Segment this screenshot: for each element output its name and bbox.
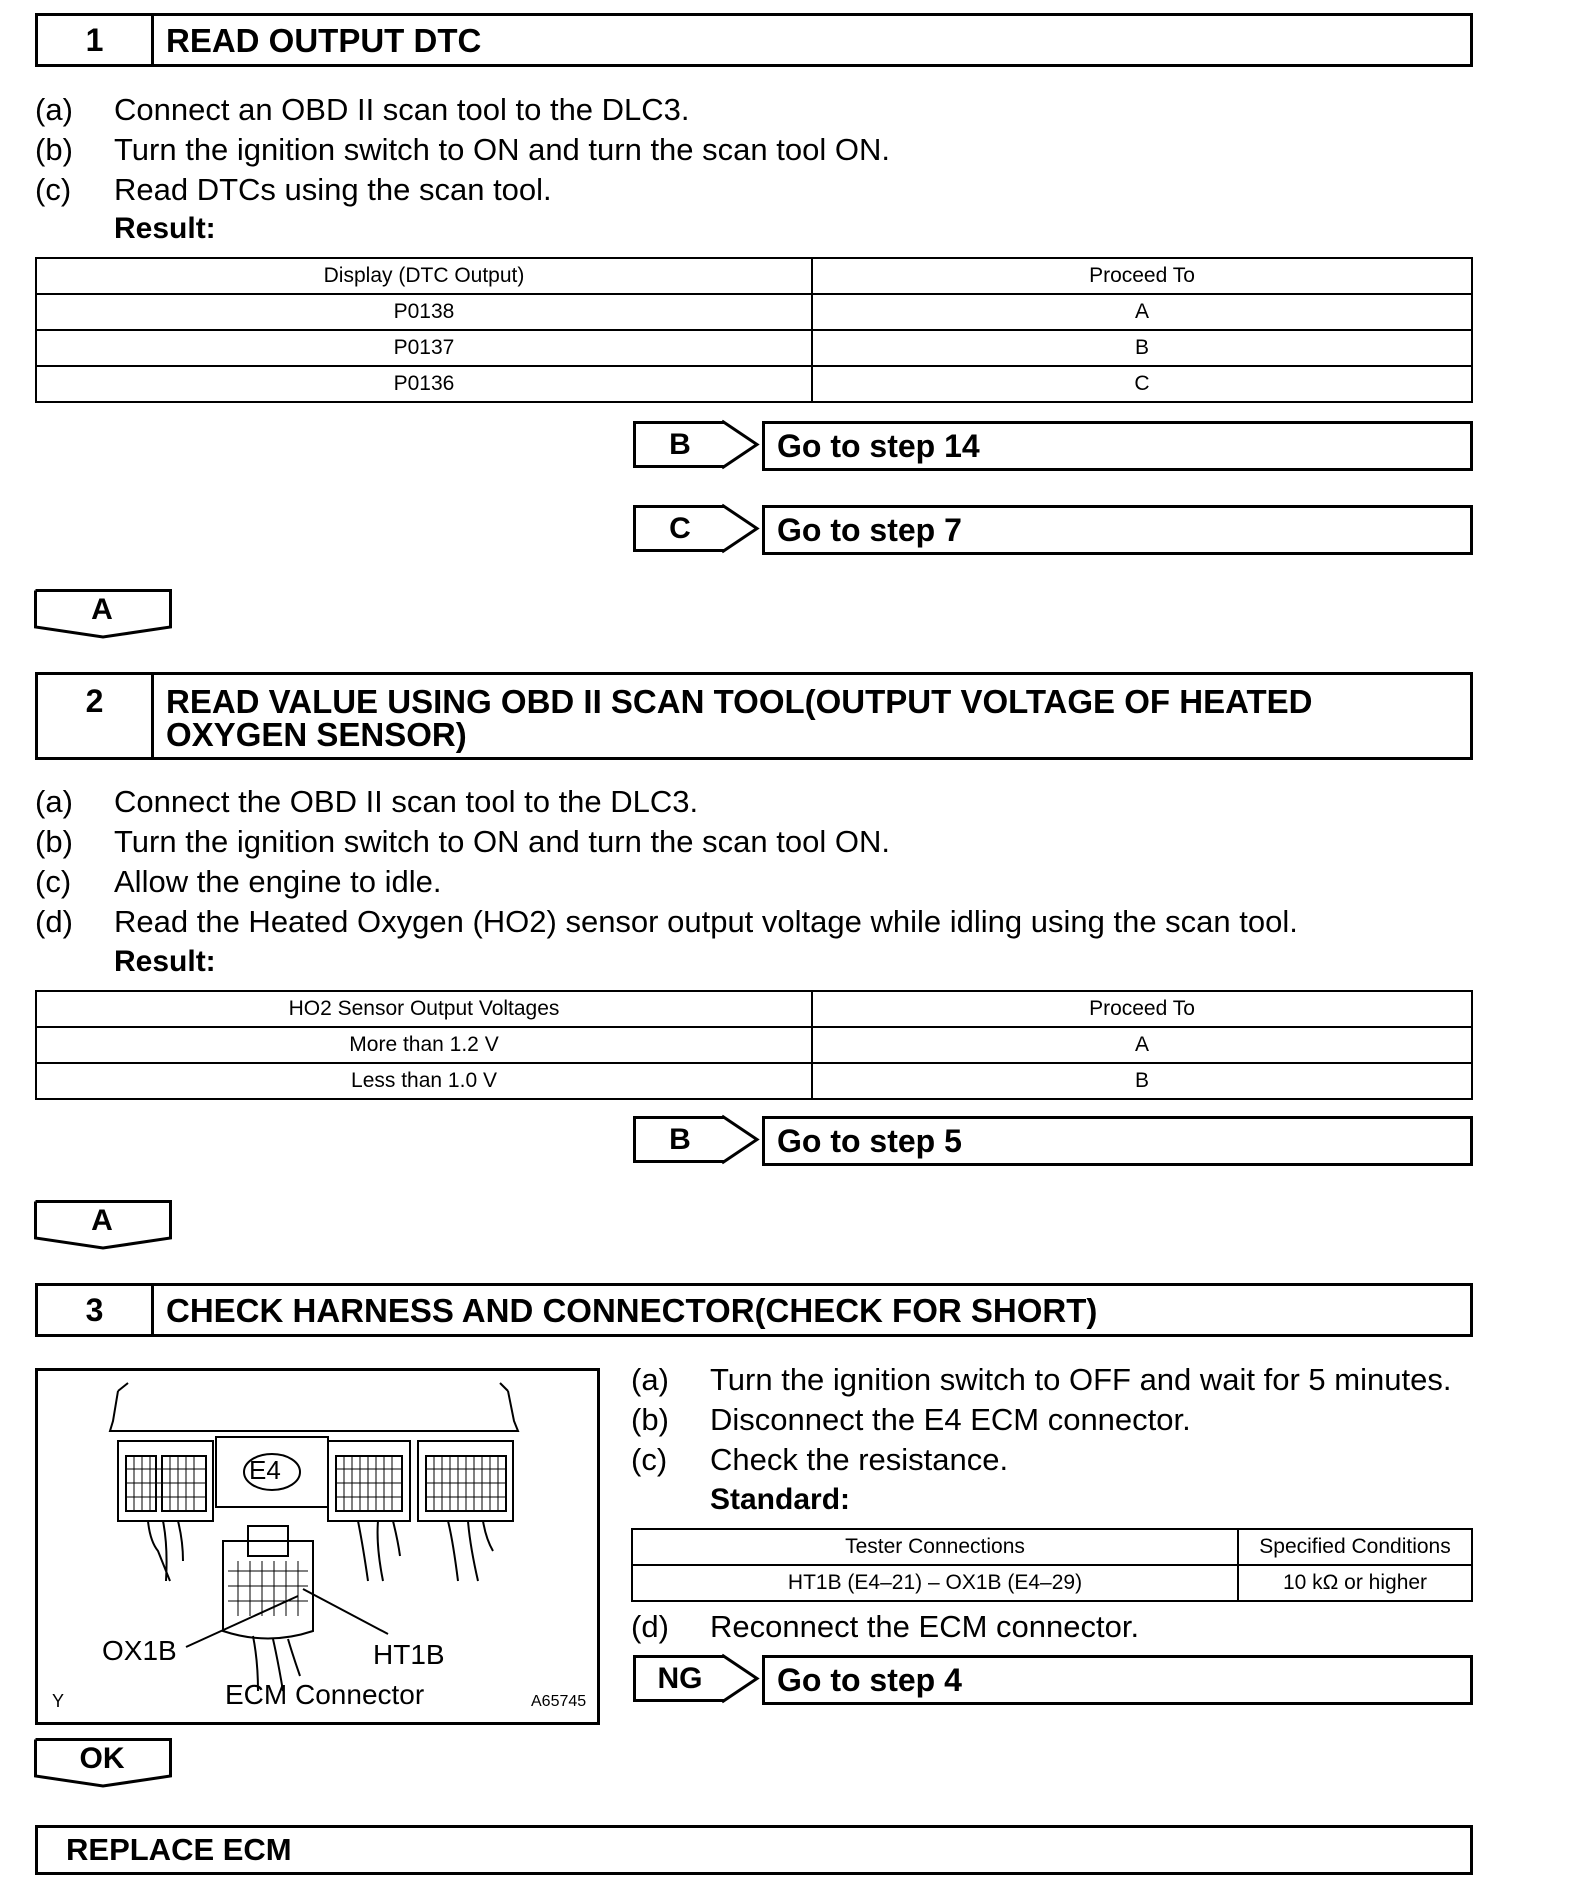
step-2-header — [35, 672, 1473, 760]
result-table — [35, 990, 1473, 1100]
item-text: Turn the ignition switch to ON and turn the scan tool ON. — [114, 132, 890, 167]
goto-step-link[interactable]: Go to step 14 — [762, 421, 1473, 471]
table-header-row — [36, 991, 1472, 1027]
table-cell: A — [812, 1027, 1472, 1063]
branch-arrow-icon — [721, 1653, 761, 1704]
table-cell: P0136 — [36, 366, 812, 402]
step-number: 3 — [38, 1286, 154, 1334]
step-1-header — [35, 13, 1473, 67]
figure-corner-letter: Y — [52, 1691, 65, 1711]
header-cell: Specified Conditions — [1238, 1529, 1472, 1565]
connector-id-label: E4 — [249, 1455, 281, 1485]
item-text: Reconnect the ECM connector. — [710, 1609, 1140, 1644]
item-text: Read DTCs using the scan tool. — [114, 172, 552, 207]
step-number: 2 — [38, 675, 154, 757]
item-label: (a) — [35, 784, 73, 819]
continue-label: A — [91, 1204, 113, 1237]
step-title: CHECK HARNESS AND CONNECTOR(CHECK FOR SHORT) — [166, 1291, 1098, 1329]
branch-arrow-icon — [721, 419, 761, 470]
item-text: Check the resistance. — [710, 1442, 1009, 1477]
goto-step-link[interactable]: Go to step 4 — [762, 1655, 1473, 1705]
result-table — [35, 257, 1473, 403]
step-title: READ OUTPUT DTC — [166, 21, 482, 59]
continue-arrow — [34, 589, 172, 639]
goto-step-link[interactable]: Go to step 5 — [762, 1116, 1473, 1166]
figure-caption: ECM Connector — [225, 1679, 425, 1710]
table-cell: HT1B (E4–21) – OX1B (E4–29) — [632, 1565, 1238, 1601]
table-cell: B — [812, 1063, 1472, 1099]
table-cell: P0138 — [36, 294, 812, 330]
header-cell: Proceed To — [812, 991, 1472, 1027]
item-label: (b) — [35, 132, 73, 167]
item-label: (a) — [35, 92, 73, 127]
continue-arrow — [34, 1200, 172, 1250]
continue-arrow — [34, 1738, 172, 1788]
table-cell: B — [812, 330, 1472, 366]
standard-label: Standard: — [710, 1483, 851, 1516]
step-number: 1 — [38, 16, 154, 64]
item-label: (d) — [631, 1609, 669, 1644]
table-row — [36, 1063, 1472, 1099]
item-text: Disconnect the E4 ECM connector. — [710, 1402, 1191, 1437]
standard-table — [631, 1528, 1473, 1602]
table-cell: A — [812, 294, 1472, 330]
item-label: (c) — [631, 1442, 668, 1477]
ox1b-label: OX1B — [102, 1635, 177, 1666]
item-label: (c) — [35, 864, 72, 899]
branch-label: C — [633, 505, 724, 552]
header-cell: Display (DTC Output) — [36, 258, 812, 294]
item-text: Read the Heated Oxygen (HO2) sensor output voltage while idling using the scan tool. — [114, 904, 1298, 939]
header-cell: HO2 Sensor Output Voltages — [36, 991, 812, 1027]
table-row — [36, 366, 1472, 402]
item-text: Connect the OBD II scan tool to the DLC3. — [114, 784, 699, 819]
final-action-box: REPLACE ECM — [35, 1825, 1473, 1875]
step-title: READ VALUE USING OBD II SCAN TOOL(OUTPUT VOLTAGE OF HEATED OXYGEN SENSOR) — [166, 683, 1313, 753]
table-cell: Less than 1.0 V — [36, 1063, 812, 1099]
table-row — [36, 294, 1472, 330]
branch-label: NG — [633, 1655, 724, 1702]
result-label: Result: — [114, 212, 216, 245]
table-row — [36, 330, 1472, 366]
table-cell: C — [812, 366, 1472, 402]
item-label: (b) — [35, 824, 73, 859]
ecm-connector-diagram — [38, 1371, 597, 1722]
item-text: Connect an OBD II scan tool to the DLC3. — [114, 92, 690, 127]
continue-label: A — [91, 593, 113, 626]
step-3-header — [35, 1283, 1473, 1337]
item-label: (a) — [631, 1362, 669, 1397]
header-cell: Proceed To — [812, 258, 1472, 294]
item-label: (d) — [35, 904, 73, 939]
header-cell: Tester Connections — [632, 1529, 1238, 1565]
table-row — [632, 1565, 1472, 1601]
result-label: Result: — [114, 945, 216, 978]
ecm-connector-figure — [35, 1368, 600, 1725]
item-text: Turn the ignition switch to OFF and wait for 5 minutes. — [710, 1362, 1452, 1397]
branch-label: B — [633, 421, 724, 468]
branch-arrow-icon — [721, 1114, 761, 1165]
table-row — [36, 1027, 1472, 1063]
ht1b-label: HT1B — [373, 1639, 445, 1670]
item-text: Allow the engine to idle. — [114, 864, 442, 899]
table-header-row — [632, 1529, 1472, 1565]
branch-arrow-icon — [721, 503, 761, 554]
continue-label: OK — [79, 1742, 125, 1775]
goto-step-link[interactable]: Go to step 7 — [762, 505, 1473, 555]
item-label: (c) — [35, 172, 72, 207]
item-label: (b) — [631, 1402, 669, 1437]
branch-label: B — [633, 1116, 724, 1163]
table-cell: 10 kΩ or higher — [1238, 1565, 1472, 1601]
table-header-row — [36, 258, 1472, 294]
table-cell: More than 1.2 V — [36, 1027, 812, 1063]
item-text: Turn the ignition switch to ON and turn the scan tool ON. — [114, 824, 890, 859]
table-cell: P0137 — [36, 330, 812, 366]
figure-code: A65745 — [531, 1693, 587, 1710]
